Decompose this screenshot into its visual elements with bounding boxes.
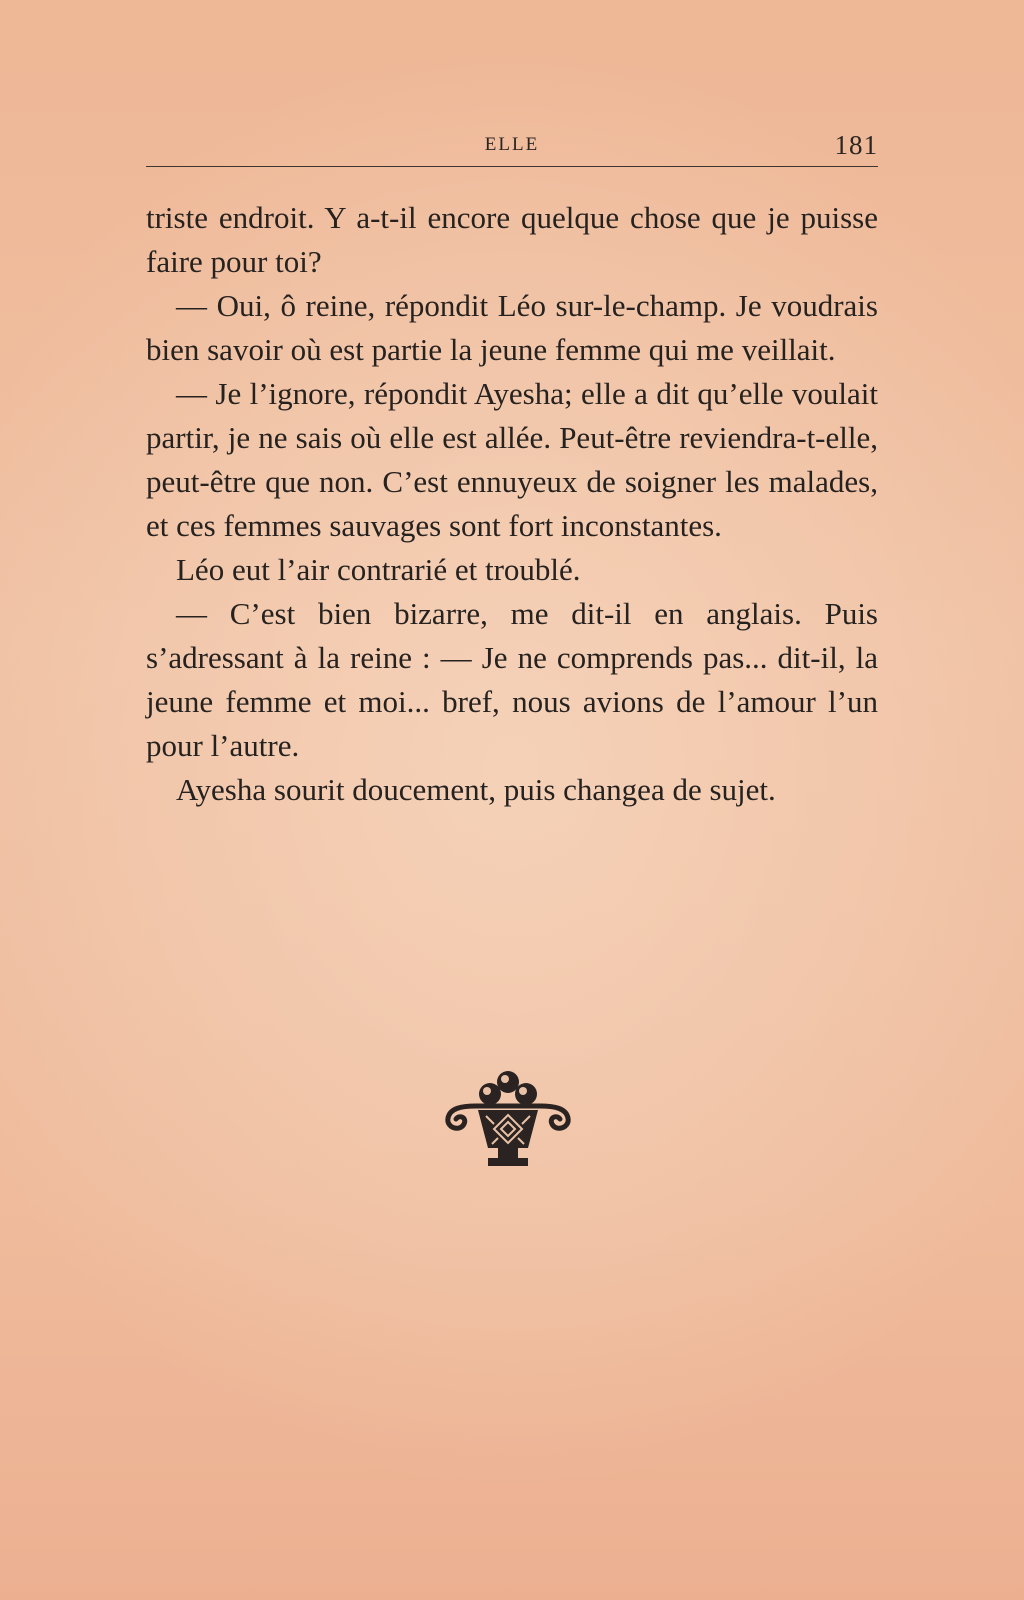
paragraph: — Je l’ignore, répondit Ayesha; elle a dit qu’elle voulait partir, je ne sais où elle est allée. Peut-être reviendra-t-elle, peut-être que non. C’est ennuyeux de soigner les malades, et ces femmes sauvages sont fort inconstantes. xyxy=(146,376,878,543)
page-number: 181 xyxy=(834,130,878,160)
running-title: ELLE xyxy=(484,134,540,155)
paragraph: triste endroit. Y a-t-il encore quelque chose que je puisse faire pour toi? xyxy=(146,200,878,279)
paragraph: Léo eut l’air contrarié et troublé. xyxy=(176,552,581,587)
body-text xyxy=(146,196,878,812)
paragraph: Ayesha sourit doucement, puis changea de sujet. xyxy=(176,772,776,807)
running-head xyxy=(146,130,878,167)
paragraph: — C’est bien bizarre, me dit-il en anglais. Puis s’adressant à la reine : — Je ne comprends pas... dit-il, la jeune femme et moi... bref, nous avions de l’amour l’un pour l’autre. xyxy=(146,596,878,763)
basket-tailpiece-ornament-icon xyxy=(442,1070,574,1174)
paragraph: — Oui, ô reine, répondit Léo sur-le-champ. Je voudrais bien savoir où est partie la jeune femme qui me veillait. xyxy=(146,288,878,367)
